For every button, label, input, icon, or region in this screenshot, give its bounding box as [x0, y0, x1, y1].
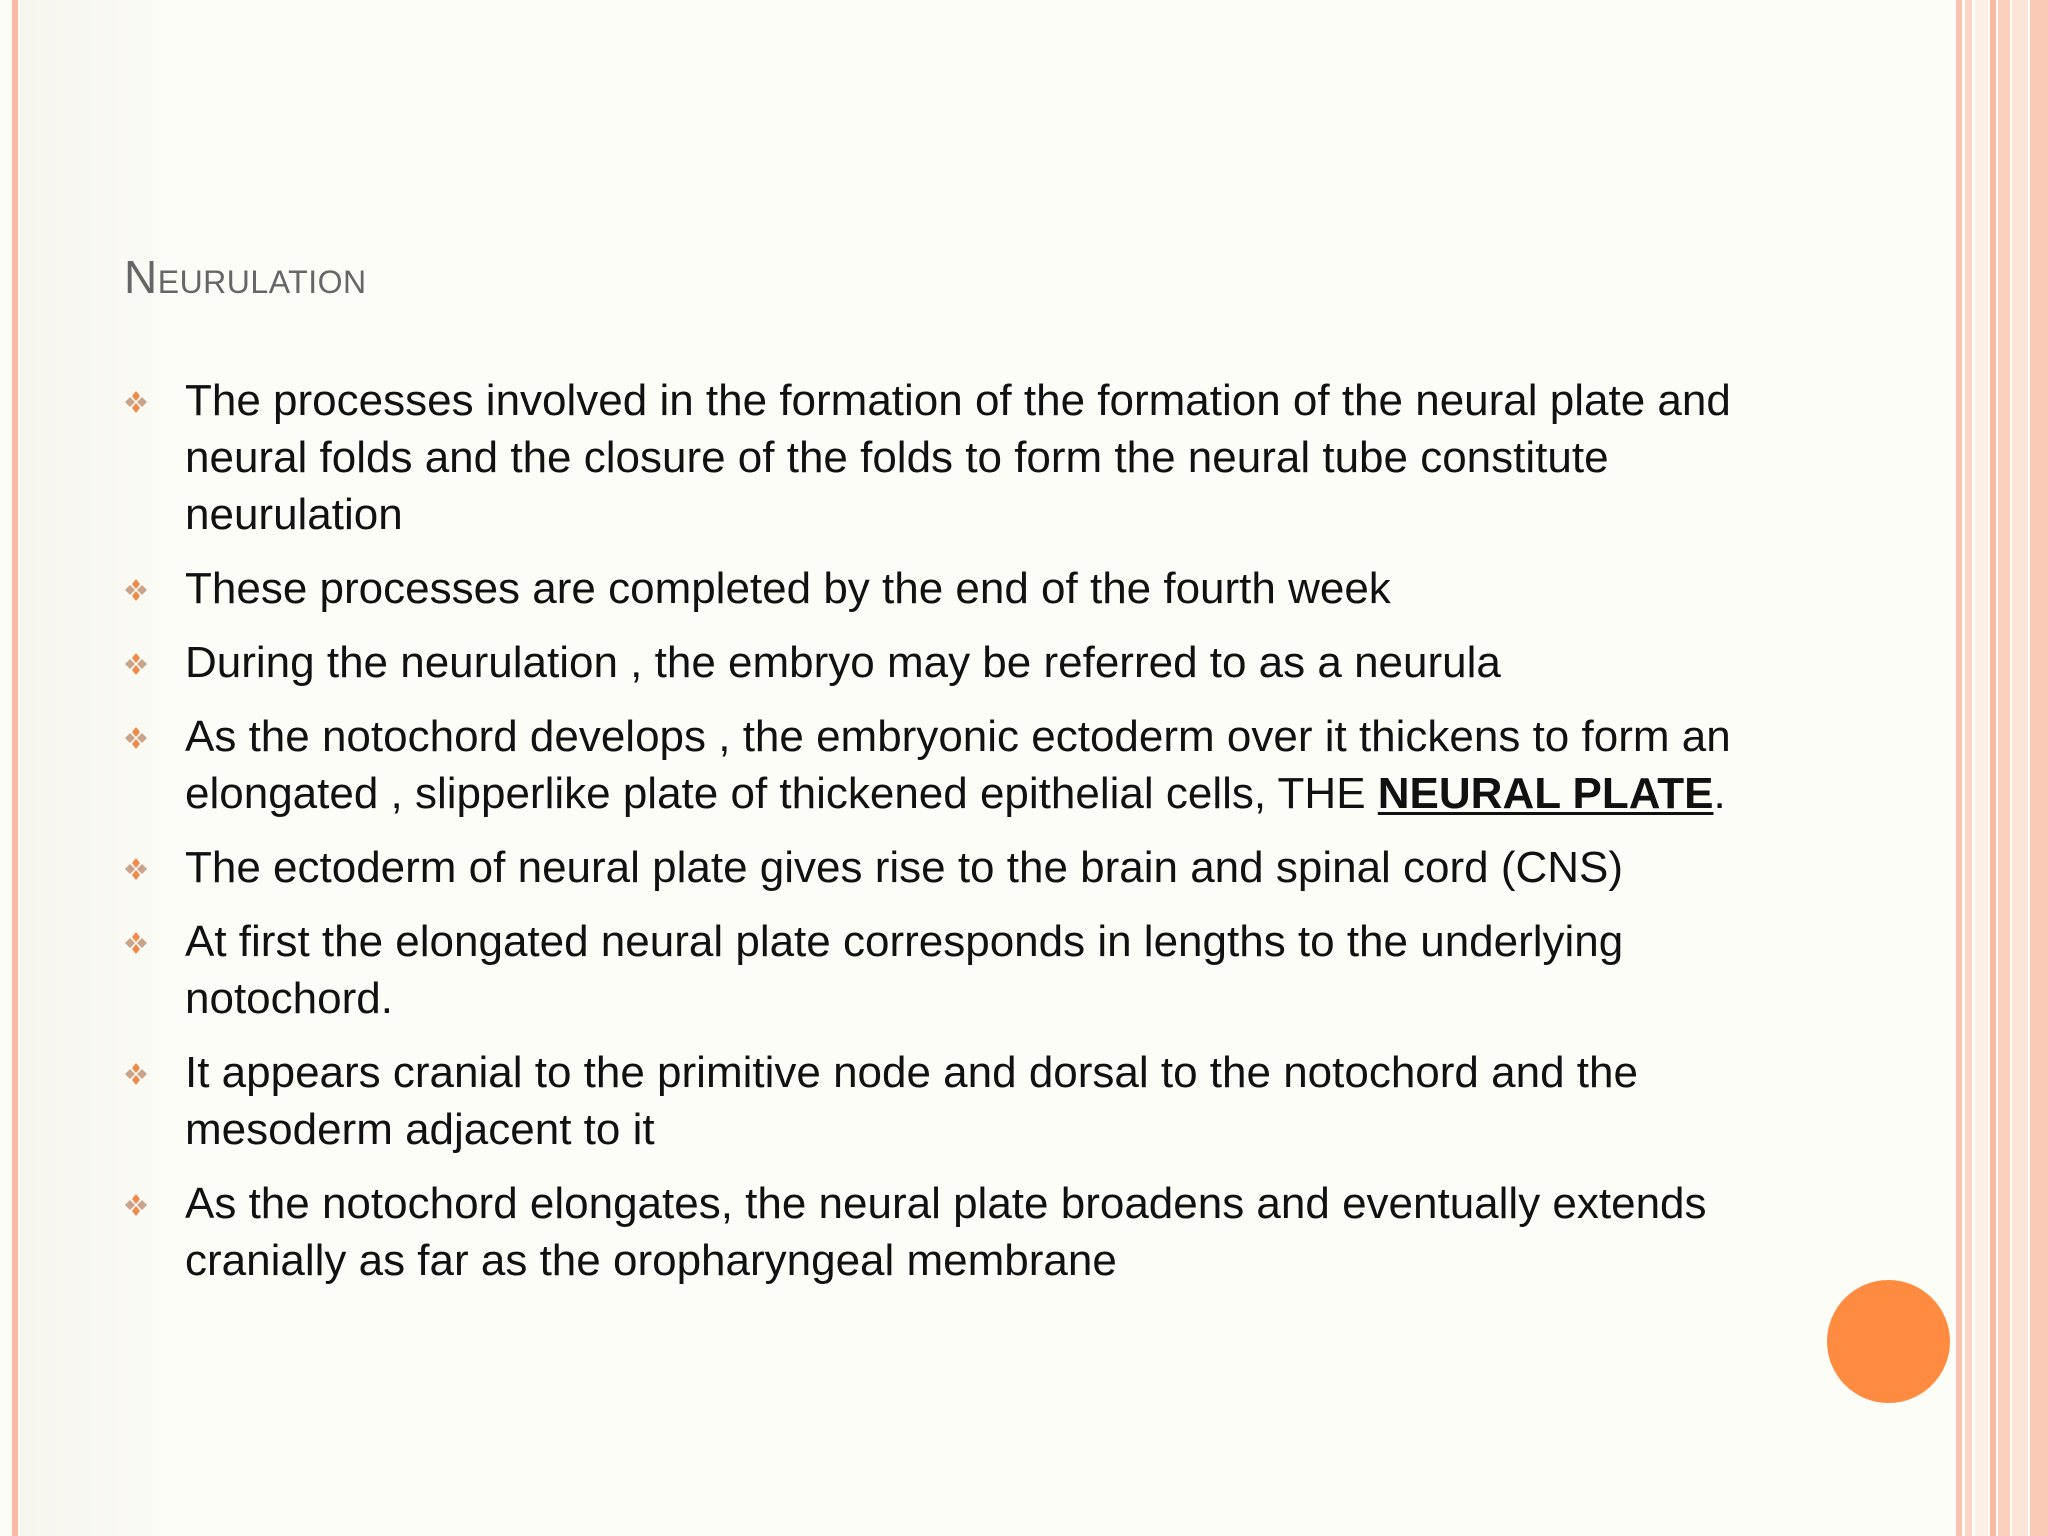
- four-diamond-bullet-icon: [124, 1193, 148, 1217]
- four-diamond-bullet-icon: [124, 390, 148, 414]
- bullet-text: As the notochord elongates, the neural plate broadens and eventually extends cranially as far as the oropharyngeal membrane: [185, 1179, 1707, 1285]
- bullet-item: [124, 839, 1764, 896]
- right-border-stripe: [2012, 0, 2028, 1536]
- orange-circle-decoration: [1827, 1280, 1950, 1403]
- right-border-stripe: [1990, 0, 1996, 1536]
- bullet-text-end: .: [1713, 769, 1726, 818]
- bullet-text: It appears cranial to the primitive node and dorsal to the notochord and the mesoderm adjacent to it: [185, 1048, 1638, 1154]
- right-border-stripe: [1975, 0, 1988, 1536]
- bullet-item: [124, 708, 1764, 822]
- bullet-text: As the notochord develops , the embryonic ectoderm over it thickens to form an elongated , slipperlike plate of thickened epithelial cells, THE: [185, 712, 1731, 818]
- four-diamond-bullet-icon: [124, 931, 148, 955]
- bullet-item: [124, 372, 1764, 543]
- right-border-stripe: [1965, 0, 1972, 1536]
- bullet-item: [124, 913, 1764, 1027]
- four-diamond-bullet-icon: [124, 652, 148, 676]
- four-diamond-bullet-icon: [124, 857, 148, 881]
- bullet-text: During the neurulation , the embryo may be referred to as a neurula: [185, 638, 1501, 687]
- bullet-text: These processes are completed by the end of the fourth week: [185, 564, 1391, 613]
- bullet-item: [124, 1044, 1764, 1158]
- right-border-stripe: [2030, 0, 2048, 1536]
- four-diamond-bullet-icon: [124, 578, 148, 602]
- bullet-list: [124, 372, 1764, 1306]
- bullet-item: [124, 560, 1764, 617]
- slide-title: Neurulation: [124, 251, 367, 303]
- right-border-stripe: [1998, 0, 2010, 1536]
- bullet-text: The processes involved in the formation of the formation of the neural plate and neural folds and the closure of the folds to form the neural tube constitute neurulation: [185, 376, 1731, 539]
- bullet-item: [124, 634, 1764, 691]
- four-diamond-bullet-icon: [124, 1062, 148, 1086]
- right-border-stripe: [1956, 0, 1962, 1536]
- bullet-text: The ectoderm of neural plate gives rise to the brain and spinal cord (CNS): [185, 843, 1624, 892]
- bullet-text: At first the elongated neural plate corresponds in lengths to the underlying notochord.: [185, 917, 1624, 1023]
- four-diamond-bullet-icon: [124, 726, 148, 750]
- left-border-line: [12, 0, 18, 1536]
- bullet-item: [124, 1175, 1764, 1289]
- neural-plate-term: NEURAL PLATE: [1377, 769, 1714, 818]
